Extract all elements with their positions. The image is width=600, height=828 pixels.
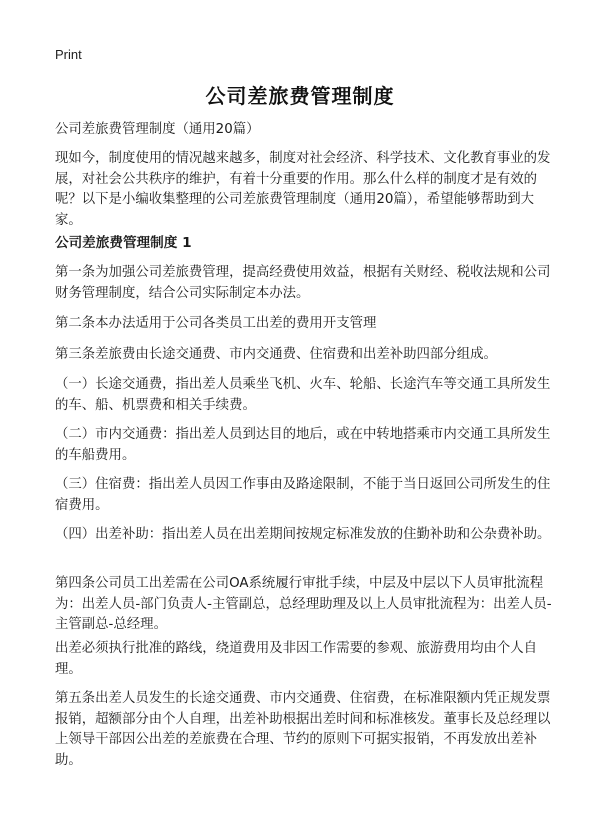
paragraph-article-2: 第二条本办法适用于公司各类员工出差的费用开支管理 <box>55 316 377 331</box>
paragraph-article-5: 第五条出差人员发生的长途交通费、市内交通费、住宿费，在标准限额内凭正规发票报销，超额部分由个人自理，出差补助根据出差时间和标准核发。董事长及总经理以上领导干部因公出差的差旅费在合理、节约的原则下可据实报销，不再发放出差补助。 <box>55 691 551 768</box>
paragraph-item-2: （二）市内交通费：指出差人员到达目的地后，或在中转地搭乘市内交通工具所发生的车船费用。 <box>55 427 551 463</box>
paragraph-article-3: 第三条差旅费由长途交通费、市内交通费、住宿费和出差补助四部分组成。 <box>55 347 497 362</box>
paragraph-article-1: 第一条为加强公司差旅费管理，提高经费使用效益，根据有关财经、税收法规和公司财务管理制度，结合公司实际制定本办法。 <box>55 265 551 301</box>
section-heading: 公司差旅费管理制度 1 <box>55 235 192 251</box>
paragraph-item-4: （四）出差补助：指出差人员在出差期间按规定标准发放的住勤补助和公杂费补助。 <box>55 527 551 542</box>
intro-paragraph: 现如今，制度使用的情况越来越多，制度对社会经济、科学技术、文化教育事业的发展，对社会公共秩序的维护，有着十分重要的作用。那么什么样的制度才是有效的呢？以下是小编收集整理的公司差旅费管理制度（通用20篇），希望能够帮助到大家。 <box>55 151 551 228</box>
document-subtitle: 公司差旅费管理制度（通用20篇） <box>55 122 260 137</box>
paragraph-item-1: （一）长途交通费，指出差人员乘坐飞机、火车、轮船、长途汽车等交通工具所发生的车、船、机票费和相关手续费。 <box>55 377 551 413</box>
paragraph-item-3: （三）住宿费：指出差人员因工作事由及路途限制，不能于当日返回公司所发生的住宿费用。 <box>55 477 551 513</box>
print-link[interactable]: Print <box>55 47 82 62</box>
document-title: 公司差旅费管理制度 <box>205 84 395 108</box>
paragraph-article-4: 第四条公司员工出差需在公司OA系统履行审批手续，中层及中层以下人员审批流程为：出差人员-部门负责人-主管副总，总经理助理及以上人员审批流程为：出差人员-主管副总-总经理。 <box>55 576 552 632</box>
paragraph-route: 出差必须执行批准的路线，绕道费用及非因工作需要的参观、旅游费用均由个人自理。 <box>55 641 538 677</box>
